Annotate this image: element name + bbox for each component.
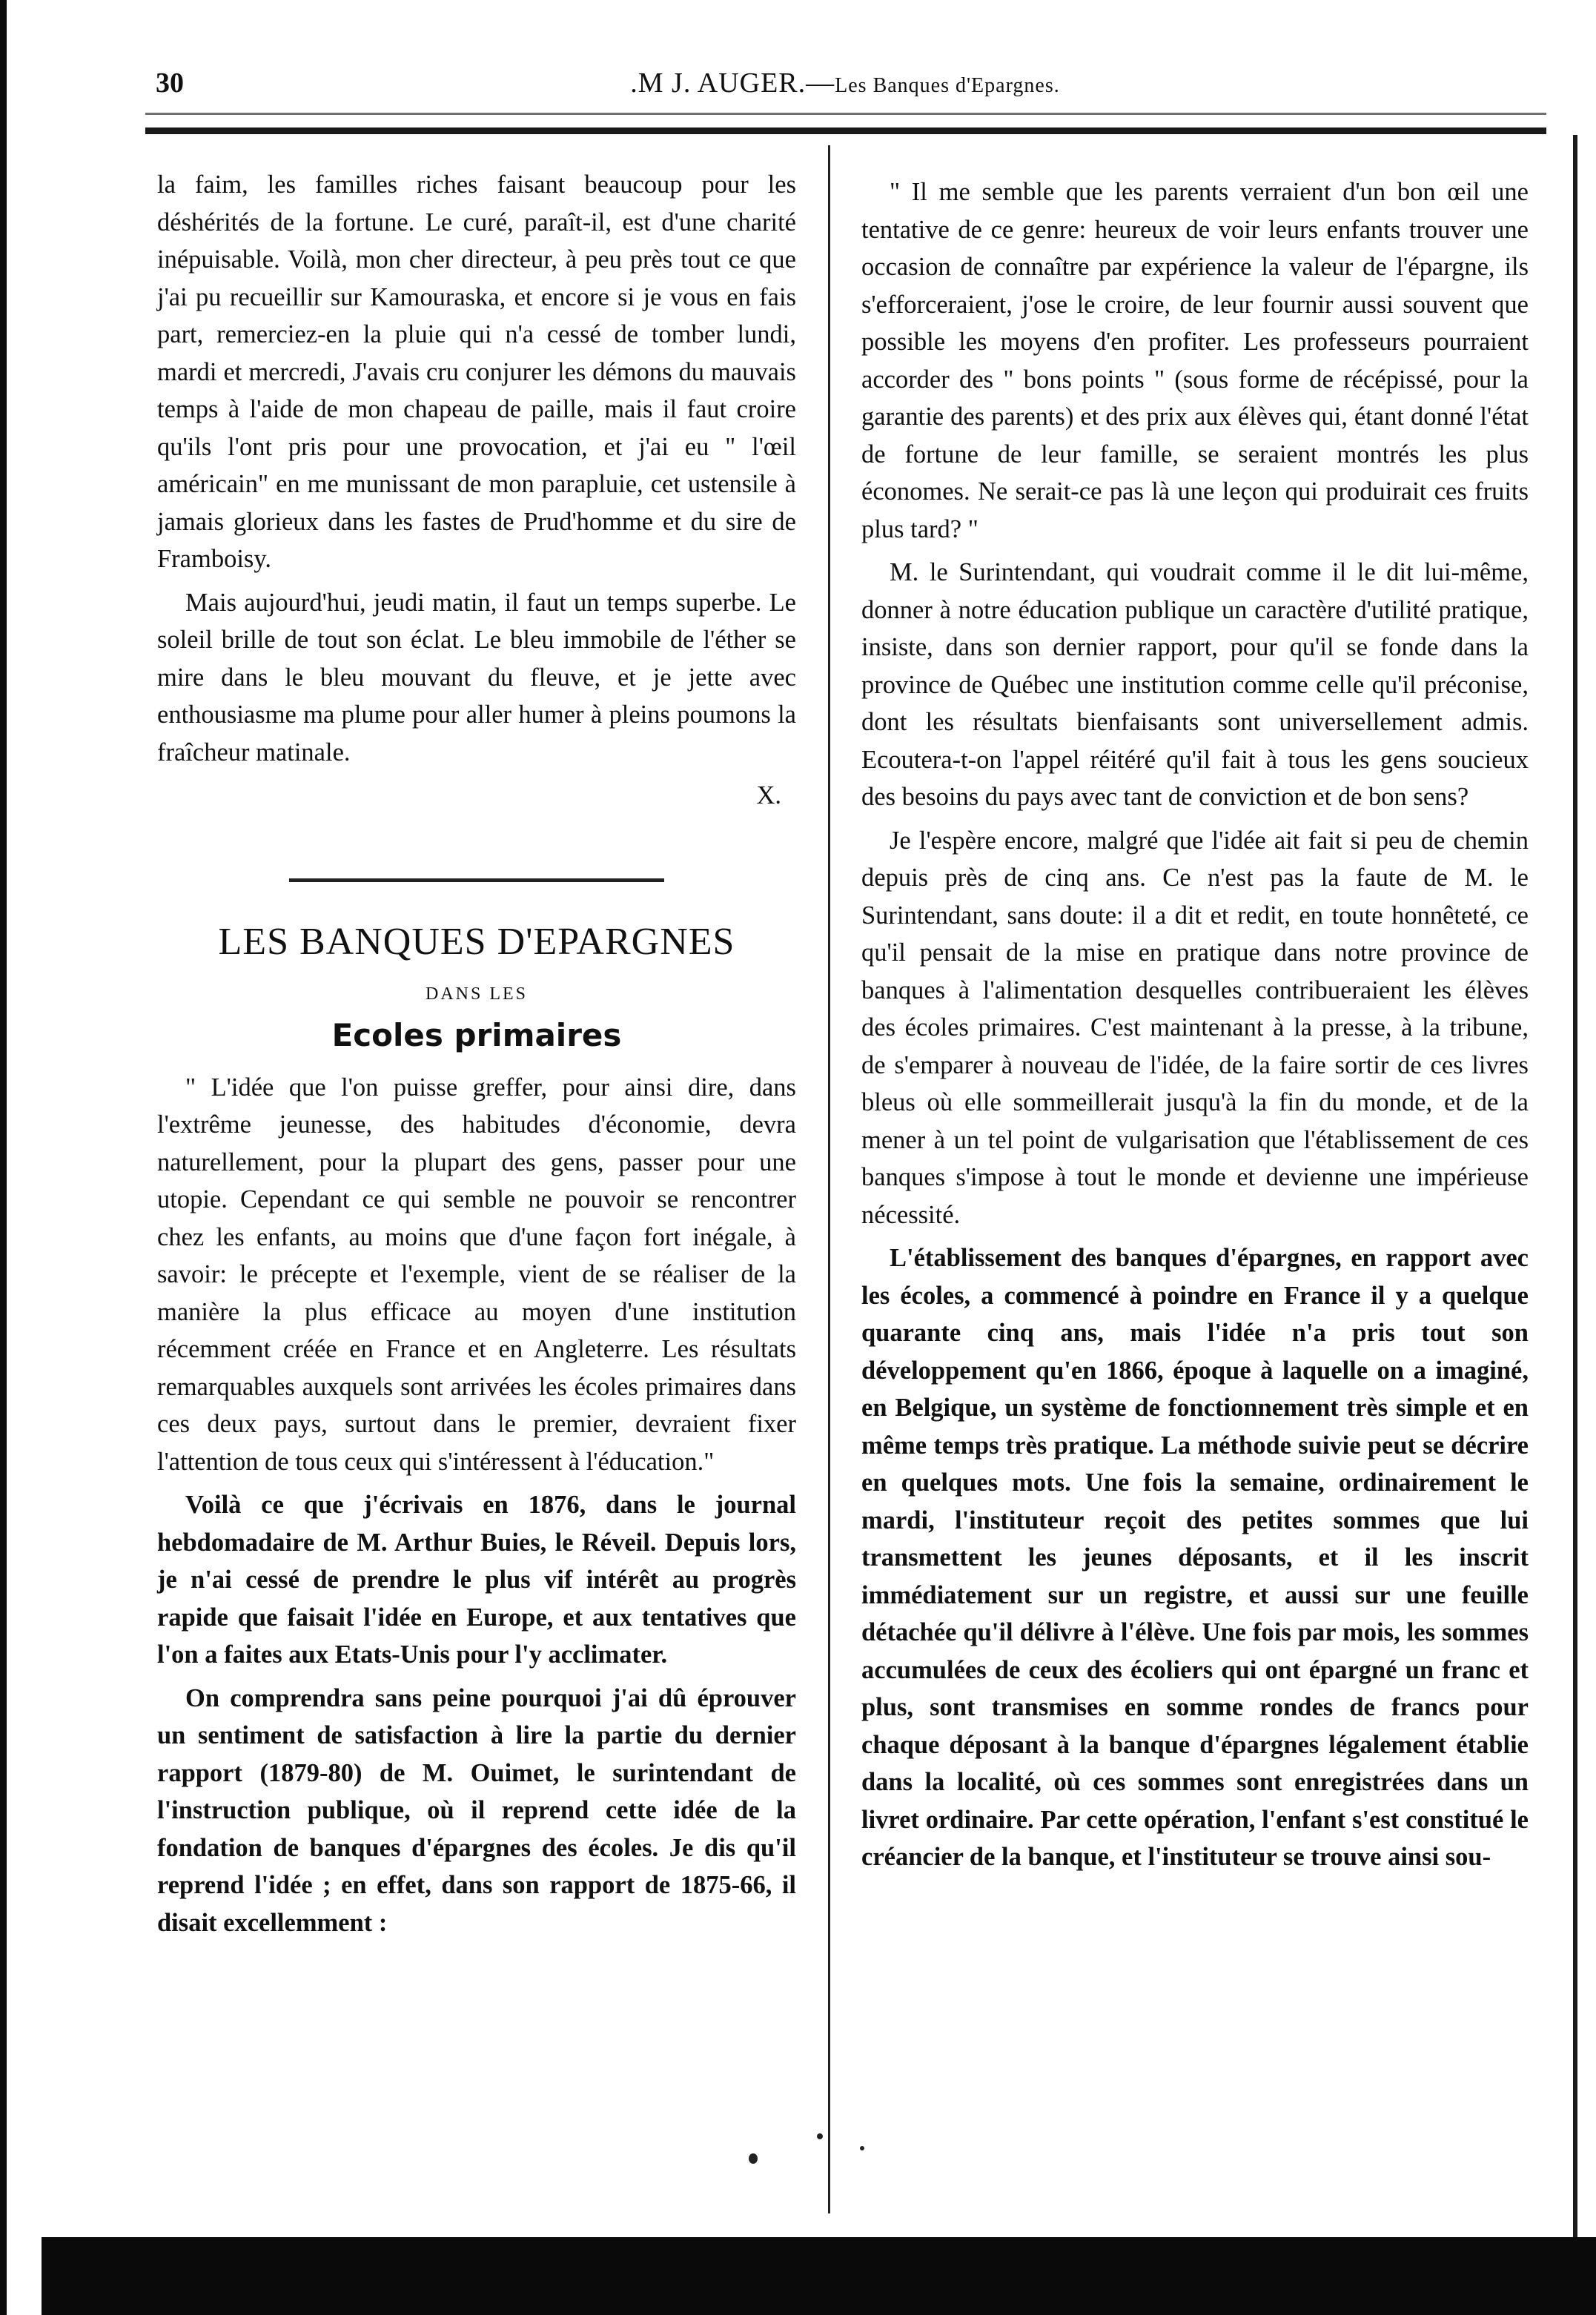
header-rule-thin <box>145 113 1546 115</box>
article-paragraph-1: " L'idée que l'on puisse greffer, pour ainsi dire, dans l'extrême jeunesse, des habitudes d'économie, devra naturellement, pour la plupart des gens, passer pour une utopie. Cependant ce qui semble ne pouvoir se rencontrer chez les enfants, au moins que d'une façon fort inégale, à savoir: le précepte et l'exemple, vient de se réaliser de la manière la plus efficace au moyen d'une institution récemment créée en France et en Angleterre. Les résultats remarquables auxquels sont arrivées les écoles primaires dans ces deux pays, surtout dans le premier, devraient fixer l'attention de tous ceux qui s'intéressent à l'éducation." <box>157 1073 796 1476</box>
ink-speck <box>860 2146 864 2150</box>
article-signature: X. <box>756 781 781 809</box>
header-rule <box>145 127 1546 134</box>
running-head-title: Les Banques d'Epargnes. <box>835 74 1060 97</box>
right-column <box>861 173 1529 1882</box>
scan-border-right <box>1573 135 1577 2244</box>
right-paragraph-3: Je l'espère encore, malgré que l'idée ait fait si peu de chemin depuis près de cinq ans. Ce n'est pas la faute de M. le Surintendant, sans doute: il a dit et redit, en toute honnêteté, ce qu'il pensait de la mise en pratique dans notre province de banques à l'alimentation desquelles contribueraient les élèves des écoles primaires. C'est maintenant à la presse, à la tribune, de s'emparer à nouveau de l'idée, de la faire sortir de ces livres bleus où elle sommeillerait jusqu'à la fin du monde, et de la mener à un tel point de vulgarisation que l'établissement de ces banques s'impose à tout le monde et devienne une impérieuse nécessité. <box>861 826 1529 1229</box>
page-number: 30 <box>156 67 184 99</box>
right-paragraph-2: M. le Surintendant, qui voudrait comme il le dit lui-même, donner à notre éducation publique un caractère d'utilité pratique, insiste, dans son dernier rapport, pour qu'il se fonde dans la province de Québec une institution comme celle qu'il préconise, dont les résultats bienfaisants sont universellement admis. Ecoutera-t-on l'appel réitéré qu'il fait à tous les gens soucieux des besoins du pays avec tant de conviction et de bon sens? <box>861 558 1529 811</box>
left-column <box>157 166 796 1947</box>
left-paragraph-1: la faim, les familles riches faisant beaucoup pour les déshérités de la fortune. Le curé, paraît-il, est d'une charité inépuisable. Voilà, mon cher directeur, à peu près tout ce que j'ai pu recueillir sur Kamouraska, et encore si je vous en fais part, remerciez-en la pluie qui n'a cessé de tomber lundi, mardi et mercredi, J'avais cru conjurer les démons du mauvais temps à l'aide de mon chapeau de paille, mais il faut croire qu'ils l'ont pris pour une provocation, et j'ai eu " l'œil américain" en me munissant de mon parapluie, cet ustensile à jamais glorieux dans les fastes de Prud'homme et du sire de Framboisy. <box>157 170 796 573</box>
ink-speck <box>749 2153 758 2164</box>
running-head <box>145 67 1545 99</box>
running-head-author: .M J. AUGER.— <box>630 67 835 99</box>
column-divider <box>828 145 830 2213</box>
left-paragraph-2: Mais aujourd'hui, jeudi matin, il faut un temps superbe. Le soleil brille de tout son éclat. Le bleu immobile de l'éther se mire dans le bleu mouvant du fleuve, et je jette avec enthousiasme ma plume pour aller humer à pleins poumons la fraîcheur matinale. <box>157 588 796 766</box>
article-paragraph-3: On comprendra sans peine pourquoi j'ai dû éprouver un sentiment de satisfaction à lire la partie du dernier rapport (1879-80) de M. Ouimet, le surintendant de l'instruction publique, où il reprend cette idée de la fondation de banques d'épargnes des écoles. Je dis qu'il reprend l'idée ; en effet, dans son rapport de 1875-66, il disait excellemment : <box>157 1683 796 1937</box>
article-title: LES BANQUES D'EPARGNES <box>218 920 735 963</box>
scan-border-bottom <box>42 2237 1596 2315</box>
page-header <box>145 59 1545 104</box>
ink-speck <box>817 2133 823 2139</box>
scan-border-left <box>0 0 7 2315</box>
article-subtitle: DANS LES <box>425 984 528 1004</box>
right-paragraph-1: " Il me semble que les parents verraient d'un bon œil une tentative de ce genre: heureux de voir leurs enfants trouver une occasion de connaître par expérience la valeur de l'épargne, ils s'efforceraient, j'ose le croire, de leur fournir aussi souvent que possible les moyens d'en profiter. Les professeurs pourraient accorder des " bons points " (sous forme de récépissé, pour la garantie des parents) et des prix aux élèves qui, étant donné l'état de fortune de leur famille, se seraient montrés les plus économes. Ne serait-ce pas là une leçon qui produirait ces fruits plus tard? " <box>861 178 1529 543</box>
right-paragraph-4: L'établissement des banques d'épargnes, en rapport avec les écoles, a commencé à poindre en France il y a quelque quarante cinq ans, mais l'idée n'a pris tout son développement qu'en 1866, époque à laquelle on a imaginé, en Belgique, un système de fonctionnement très simple et en même temps très pratique. La méthode suivie peut se décrire en quelques mots. Une fois la semaine, ordinairement le mardi, l'instituteur reçoit des petites sommes que lui transmettent les jeunes déposants, et il les inscrit immédiatement sur un registre, et aussi sur une feuille détachée qu'il délivre à l'élève. Une fois par mois, les sommes accumulées de ceux des écoliers qui ont épargné un franc et plus, sont transmises en somme rondes de francs pour chaque déposant à la banque d'épargnes légalement établie dans la localité, où ces sommes sont enregistrées dans un livret ordinaire. Par cette opération, l'enfant s'est constitué le créancier de la banque, et l'instituteur se trouve ainsi sou- <box>861 1244 1529 1871</box>
article-subtitle-2: Ecoles primaires <box>331 1016 622 1053</box>
section-divider-rule <box>289 878 664 882</box>
article-paragraph-2: Voilà ce que j'écrivais en 1876, dans le journal hebdomadaire de M. Arthur Buies, le Réveil. Depuis lors, je n'ai cessé de prendre le plus vif intérêt au progrès rapide que faisait l'idée en Europe, et aux tentatives que l'on a faites aux Etats-Unis pour l'y acclimater. <box>157 1491 796 1669</box>
